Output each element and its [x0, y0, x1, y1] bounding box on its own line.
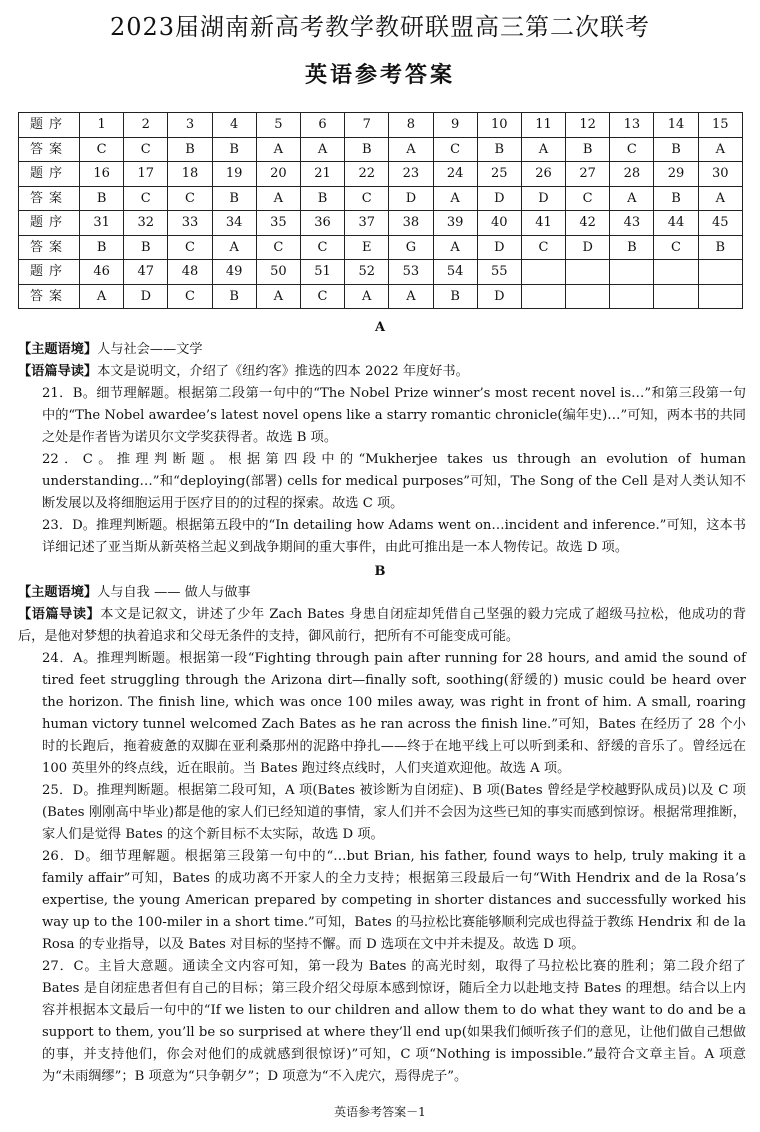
question-number-cell: 15	[698, 113, 742, 138]
answer-explanation-26: 26．D。细节理解题。根据第三段第一句中的“…but Brian, his father, found ways to help, truly making it a family affair”可知，Bates 的成功离不开家人的全力支持；根据第三段最后一句“With Hendrix and de la Rosa’s expertise, the young American prepared by competing in shorter distances and successfully worked his way up to the 100-miler in a short time.”可知，Bates 的马拉松比赛能够顺利完成也得益于教练 Hendrix 和 de la Rosa 的专业指导，以及 Bates 对目标的坚持不懈。而 D 选项在文中并未提及。故选 D 项。	[42, 849, 746, 952]
page-footer: 英语参考答案－1	[334, 1105, 426, 1119]
answer-cell: B	[80, 186, 124, 211]
answer-cell: B	[654, 186, 698, 211]
answer-cell: B	[212, 186, 256, 211]
answer-cell	[610, 284, 654, 309]
question-number-cell: 18	[168, 162, 212, 187]
section-b-label: B	[374, 564, 386, 579]
answer-cell: B	[654, 137, 698, 162]
question-number-cell: 22	[345, 162, 389, 187]
question-number-cell: 25	[477, 162, 521, 187]
question-number-cell: 21	[300, 162, 344, 187]
answer-label: 答案	[19, 137, 80, 162]
theme-tag: 【主题语境】	[18, 585, 98, 600]
answer-cell: C	[124, 186, 168, 211]
question-number-cell: 12	[566, 113, 610, 138]
answer-cell: A	[433, 186, 477, 211]
question-number-cell	[654, 260, 698, 285]
section-a-guide	[18, 361, 746, 383]
question-number-label: 题序	[19, 260, 80, 285]
question-number-cell: 10	[477, 113, 521, 138]
answer-row	[19, 235, 743, 260]
answer-label: 答案	[19, 235, 80, 260]
answer-cell: C	[300, 284, 344, 309]
question-number-cell: 6	[300, 113, 344, 138]
answer-cell: A	[521, 137, 565, 162]
question-number-cell: 40	[477, 211, 521, 236]
answer-cell	[521, 284, 565, 309]
answer-cell: E	[345, 235, 389, 260]
question-number-cell: 45	[698, 211, 742, 236]
question-number-cell: 14	[654, 113, 698, 138]
guide-text: 本文是记叙文，讲述了少年 Zach Bates 身患自闭症却凭借自己坚强的毅力完成了超级马拉松，他成功的背后，是他对梦想的执着追求和父母无条件的支持，御风前行，把所有不可能变成可能。	[18, 607, 747, 644]
question-number-cell: 24	[433, 162, 477, 187]
guide-tag: 【语篇导读】	[18, 364, 98, 379]
question-number-cell: 53	[389, 260, 433, 285]
question-number-cell: 31	[80, 211, 124, 236]
answer-cell: B	[80, 235, 124, 260]
answer-label: 答案	[19, 284, 80, 309]
answer-cell: B	[345, 137, 389, 162]
answer-cell: A	[698, 186, 742, 211]
question-number-cell: 42	[566, 211, 610, 236]
theme-text: 人与自我 —— 做人与做事	[97, 585, 251, 600]
question-number-cell: 13	[610, 113, 654, 138]
question-number-cell: 52	[345, 260, 389, 285]
answer-cell: B	[300, 186, 344, 211]
question-number-cell: 48	[168, 260, 212, 285]
answer-cell: C	[300, 235, 344, 260]
question-number-cell: 30	[698, 162, 742, 187]
question-number-cell: 33	[168, 211, 212, 236]
answer-cell: A	[256, 186, 300, 211]
answer-cell: C	[433, 137, 477, 162]
answer-cell: B	[168, 137, 212, 162]
answer-cell: G	[389, 235, 433, 260]
answer-row	[19, 284, 743, 309]
answer-cell: C	[168, 235, 212, 260]
question-number-cell: 16	[80, 162, 124, 187]
answer-cell: C	[345, 186, 389, 211]
question-number-cell: 7	[345, 113, 389, 138]
answer-cell: A	[345, 284, 389, 309]
theme-tag: 【主题语境】	[18, 342, 98, 357]
answer-cell: B	[477, 137, 521, 162]
exam-title: 2023届湖南新高考教学教研联盟高三第二次联考	[109, 13, 651, 41]
answer-cell: C	[610, 137, 654, 162]
question-number-cell: 55	[477, 260, 521, 285]
guide-tag: 【语篇导读】	[18, 607, 101, 622]
question-number-cell: 43	[610, 211, 654, 236]
answer-cell: A	[80, 284, 124, 309]
question-number-row	[19, 211, 743, 236]
question-number-cell	[698, 260, 742, 285]
question-number-cell: 17	[124, 162, 168, 187]
question-number-cell: 46	[80, 260, 124, 285]
section-b-content	[18, 582, 746, 1088]
question-number-cell	[610, 260, 654, 285]
question-number-cell: 20	[256, 162, 300, 187]
answer-cell: C	[124, 137, 168, 162]
answer-cell: D	[477, 186, 521, 211]
question-number-cell	[521, 260, 565, 285]
question-number-cell: 27	[566, 162, 610, 187]
question-number-row	[19, 162, 743, 187]
question-number-row	[19, 113, 743, 138]
answer-cell: A	[389, 284, 433, 309]
theme-text: 人与社会——文学	[97, 342, 203, 357]
answer-cell: B	[212, 284, 256, 309]
question-number-cell: 23	[389, 162, 433, 187]
answer-cell	[654, 284, 698, 309]
section-a-content	[18, 339, 746, 559]
question-number-cell: 8	[389, 113, 433, 138]
answer-cell: D	[521, 186, 565, 211]
document-subtitle: 英语参考答案	[304, 62, 455, 88]
question-number-cell: 39	[433, 211, 477, 236]
section-a-theme	[18, 339, 746, 361]
answer-explanation-23: 23．D。推理判断题。根据第五段中的“In detailing how Adams went on…incident and inference.”可知，这本书详细记述了亚当斯从新英格兰起义到战争期间的重大事件，由此可推出是一本人物传记。故选 D 项。	[42, 518, 746, 555]
answer-cell: B	[566, 137, 610, 162]
question-number-cell: 41	[521, 211, 565, 236]
section-a-label: A	[374, 320, 386, 335]
answer-cell: B	[212, 137, 256, 162]
answer-cell: A	[256, 284, 300, 309]
question-number-cell: 34	[212, 211, 256, 236]
answer-explanation-24: 24．A。推理判断题。根据第一段“Fighting through pain after running for 28 hours, and amid the sound of tired feet struggling through the Arizona dirt—finally soft, soothing(舒缓的) music could be heard over the horizon. The finish line, which was once 100 miles away, was right in front of him. A small, roaring human victory tunnel welcomed Zach Bates as he ran across the finish line.”可知，Bates 在经历了 28 个小时的长跑后，拖着疲惫的双脚在亚利桑那州的泥路中挣扎——终于在地平线上可以听到柔和、舒缓的音乐了。曾经远在 100 英里外的终点线，近在眼前。当 Bates 跑过终点线时，人们夹道欢迎他。故选 A 项。	[42, 651, 746, 776]
question-number-cell: 37	[345, 211, 389, 236]
question-number-cell: 5	[256, 113, 300, 138]
question-number-cell: 19	[212, 162, 256, 187]
question-number-cell: 28	[610, 162, 654, 187]
answer-cell: A	[256, 137, 300, 162]
question-number-cell: 26	[521, 162, 565, 187]
answer-cell: D	[477, 284, 521, 309]
answer-cell: C	[521, 235, 565, 260]
question-number-cell	[566, 260, 610, 285]
answer-cell: D	[389, 186, 433, 211]
question-number-cell: 32	[124, 211, 168, 236]
section-b-theme	[18, 582, 746, 604]
section-b-guide	[18, 604, 746, 648]
question-number-cell: 2	[124, 113, 168, 138]
answer-explanation-21: 21．B。细节理解题。根据第二段第一句中的“The Nobel Prize winner’s most recent novel is…”和第三段第一句中的“The Nobel awardee’s latest novel opens like a starry romantic chronicle(编年史)…”可知，两本书的共同之处是作者皆为诺贝尔文学奖获得者。故选 B 项。	[42, 386, 746, 445]
question-number-cell: 29	[654, 162, 698, 187]
answer-cell	[566, 284, 610, 309]
question-number-label: 题序	[19, 113, 80, 138]
answer-cell: D	[566, 235, 610, 260]
answer-cell: B	[124, 235, 168, 260]
question-number-cell: 11	[521, 113, 565, 138]
answer-cell: C	[80, 137, 124, 162]
answer-explanation-27: 27．C。主旨大意题。通读全文内容可知，第一段为 Bates 的高光时刻，取得了马拉松比赛的胜利；第二段介绍了 Bates 是自闭症患者但有自己的目标；第三段介绍父母原本感到惊讶，随后全力以赴地支持 Bates 的理想。结合以上内容并根据本文最后一句中的“If we listen to our children and allow them to do what they want to do and be a support to them, you’ll be so surprised at where they’ll end up(如果我们倾听孩子们的意见，让他们做自己想做的事，并支持他们，你会对他们的成就感到很惊讶)”可知，C 项“Nothing is impossible.”最符合文章主旨。A 项意为“未雨绸缪”；B 项意为“只争朝夕”；D 项意为“不入虎穴，焉得虎子”。	[42, 959, 746, 1084]
answer-cell: B	[698, 235, 742, 260]
question-number-cell: 38	[389, 211, 433, 236]
answer-cell: A	[433, 235, 477, 260]
answer-cell: A	[698, 137, 742, 162]
question-number-cell: 51	[300, 260, 344, 285]
question-number-cell: 54	[433, 260, 477, 285]
question-number-cell: 4	[212, 113, 256, 138]
question-number-cell: 9	[433, 113, 477, 138]
question-number-cell: 36	[300, 211, 344, 236]
question-number-cell: 50	[256, 260, 300, 285]
question-number-cell: 1	[80, 113, 124, 138]
question-number-label: 题序	[19, 211, 80, 236]
answer-row	[19, 186, 743, 211]
answer-row	[19, 137, 743, 162]
answer-cell: C	[168, 186, 212, 211]
answer-key-table	[18, 112, 743, 309]
guide-text: 本文是说明文，介绍了《纽约客》推选的四本 2022 年度好书。	[97, 364, 469, 379]
answer-cell: C	[566, 186, 610, 211]
question-number-cell: 35	[256, 211, 300, 236]
answer-cell: C	[168, 284, 212, 309]
answer-cell: D	[124, 284, 168, 309]
answer-cell: B	[433, 284, 477, 309]
question-number-cell: 3	[168, 113, 212, 138]
answer-cell: A	[389, 137, 433, 162]
question-number-label: 题序	[19, 162, 80, 187]
question-number-row	[19, 260, 743, 285]
answer-cell: D	[477, 235, 521, 260]
question-number-cell: 49	[212, 260, 256, 285]
question-number-cell: 44	[654, 211, 698, 236]
question-number-cell: 47	[124, 260, 168, 285]
answer-explanation-22: 22．C。推理判断题。根据第四段中的“Mukherjee takes us through an evolution of human understanding…”和“deploying(部署) cells for medical purposes”可知，The Song of the Cell 是对人类认知不断发展以及将细胞运用于医疗目的的过程的探索。故选 C 项。	[42, 452, 746, 511]
answer-cell	[698, 284, 742, 309]
answer-cell: A	[610, 186, 654, 211]
answer-explanation-25: 25．D。推理判断题。根据第二段可知，A 项(Bates 被诊断为自闭症)、B 项(Bates 曾经是学校越野队成员)以及 C 项(Bates 刚刚高中毕业)都是他的家人们已经知道的事情，家人们并不会因为这些已知的事实而感到惊讶。根据常理推断，家人们是觉得 Bates 的这个新目标不太实际，故选 D 项。	[42, 783, 746, 842]
answer-cell: A	[300, 137, 344, 162]
answer-cell: C	[654, 235, 698, 260]
answer-cell: C	[256, 235, 300, 260]
answer-cell: B	[610, 235, 654, 260]
answer-cell: A	[212, 235, 256, 260]
answer-label: 答案	[19, 186, 80, 211]
